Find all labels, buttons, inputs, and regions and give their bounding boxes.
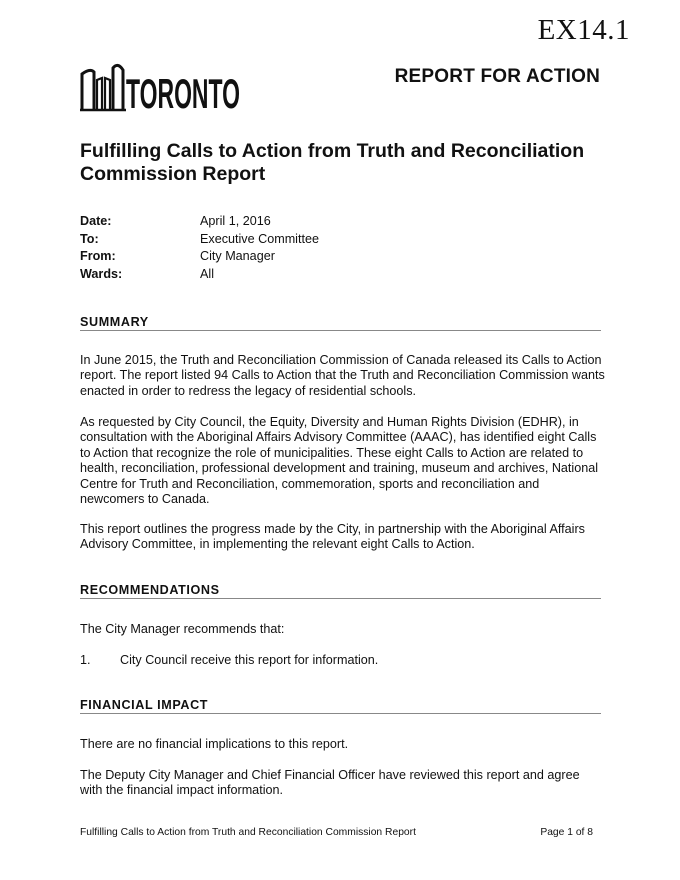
summary-heading: SUMMARY — [80, 315, 601, 331]
recommendations-intro: The City Manager recommends that: — [80, 622, 285, 636]
report-metadata — [80, 213, 319, 283]
logo-wordmark: TORONTO — [126, 70, 240, 117]
meta-key: Wards: — [80, 266, 123, 281]
meta-key: From: — [80, 249, 116, 263]
recommendations-heading: RECOMMENDATIONS — [80, 583, 601, 599]
meta-row-date — [80, 213, 319, 231]
recommendation-number: 1. — [80, 653, 91, 667]
financial-paragraph: There are no financial implications to this report. — [80, 737, 349, 751]
footer-title: Fulfilling Calls to Action from Truth and Reconciliation Commission Report — [80, 827, 416, 838]
meta-key: Date: — [80, 214, 112, 228]
summary-paragraph: In June 2015, the Truth and Reconciliation Commission of Canada released its Calls to Action report. The report listed 94 Calls to Action that the Truth and Reconciliation Commission wants enacted in order to redress the legacy of residential schools. — [80, 353, 605, 398]
meta-row-to — [80, 231, 319, 249]
meta-value: All — [200, 266, 214, 281]
agenda-item-code: EX14.1 — [537, 14, 630, 46]
meta-value: April 1, 2016 — [200, 214, 271, 228]
meta-value: City Manager — [200, 249, 275, 263]
summary-paragraph: This report outlines the progress made by the City, in partnership with the Aboriginal Affairs Advisory Committee, in implementing the relevant eight Calls to Action. — [80, 522, 585, 552]
report-type-heading: REPORT FOR ACTION — [394, 66, 600, 87]
toronto-logo — [80, 60, 250, 117]
meta-row-from — [80, 248, 319, 266]
page-number: Page 1 of 8 — [540, 827, 593, 838]
meta-key: To: — [80, 231, 99, 246]
recommendation-text: City Council receive this report for information. — [120, 653, 379, 667]
financial-impact-heading: FINANCIAL IMPACT — [80, 698, 601, 714]
meta-row-wards — [80, 266, 319, 284]
financial-paragraph: The Deputy City Manager and Chief Financial Officer have reviewed this report and agree with the financial impact information. — [80, 768, 580, 798]
city-hall-icon — [80, 60, 250, 117]
recommendation-item — [80, 653, 378, 667]
summary-paragraph: As requested by City Council, the Equity, Diversity and Human Rights Division (EDHR), in consultation with the Aboriginal Affairs Advisory Committee (AAAC), has identified eight Calls to Action that recognize the role of municipalities. These eight Calls to Action are related to health, reconciliation, professional development and training, museum and archives, National Centre for Truth and Reconciliation, commemoration, sports and reconciliation and newcomers to Canada. — [80, 415, 599, 507]
document-title: Fulfilling Calls to Action from Truth and Reconciliation Commission Report — [80, 140, 585, 185]
meta-value: Executive Committee — [200, 231, 319, 246]
